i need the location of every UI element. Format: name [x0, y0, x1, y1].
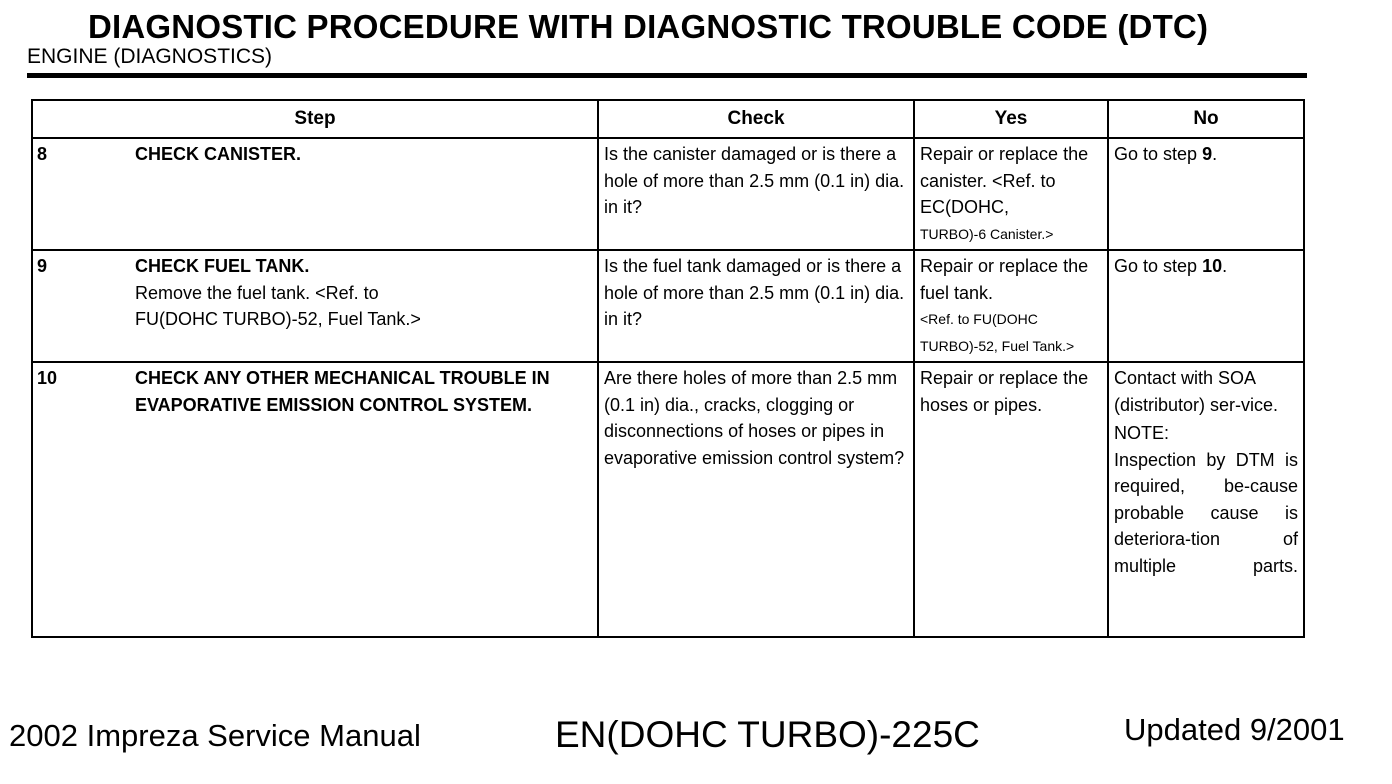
step-title: CHECK FUEL TANK.: [135, 256, 310, 276]
column-header-no: No: [1107, 99, 1305, 139]
yes-action: Repair or replace the canister. <Ref. to EC(DOHC,: [920, 144, 1089, 217]
no-action-suffix: .: [1212, 144, 1218, 164]
yes-action: Repair or replace the fuel tank.: [920, 256, 1089, 303]
yes-cell-9: [913, 249, 1109, 363]
no-cell-8: [1107, 137, 1305, 251]
note-label: NOTE:: [1114, 423, 1170, 443]
step-cell-8: [31, 137, 599, 251]
step-number: 10: [37, 368, 58, 388]
footer-page-code: EN(DOHC TURBO)-225C: [555, 714, 980, 755]
column-header-check: Check: [597, 99, 915, 139]
yes-cell-10: [913, 361, 1109, 638]
step-detail: Remove the fuel tank. <Ref. to FU(DOHC TURBO)-52, Fuel Tank.>: [135, 282, 421, 329]
check-cell-10: [597, 361, 915, 638]
step-title: CHECK ANY OTHER MECHANICAL TROUBLE IN EVAPORATIVE EMISSION CONTROL SYSTEM.: [135, 368, 550, 415]
no-action-prefix: Go to step: [1114, 256, 1203, 276]
check-cell-8: [597, 137, 915, 251]
page-title: DIAGNOSTIC PROCEDURE WITH DIAGNOSTIC TROUBLE CODE (DTC): [88, 8, 1209, 45]
yes-reference: <Ref. to FU(DOHC TURBO)-52, Fuel Tank.>: [920, 311, 1075, 354]
footer-manual-title: 2002 Impreza Service Manual: [9, 718, 421, 753]
header-rule: [27, 73, 1307, 78]
column-header-step: Step: [31, 99, 599, 139]
column-header-yes: Yes: [913, 99, 1109, 139]
step-number: 8: [37, 144, 48, 164]
no-action-prefix: Go to step: [1114, 144, 1203, 164]
no-action-suffix: .: [1222, 256, 1228, 276]
diagnostic-table: [31, 99, 1305, 638]
check-question: Are there holes of more than 2.5 mm (0.1 in) dia., cracks, clogging or disconnections of hoses or pipes in evaporative emission control system?: [604, 368, 905, 468]
step-title: CHECK CANISTER.: [135, 144, 302, 164]
step-cell-10: [31, 361, 599, 638]
no-cell-9: [1107, 249, 1305, 363]
check-cell-9: [597, 249, 915, 363]
no-action-step: 10: [1202, 256, 1223, 276]
yes-cell-8: [913, 137, 1109, 251]
no-action: Contact with SOA (distributor) ser-vice.: [1114, 368, 1279, 415]
check-question: Is the fuel tank damaged or is there a hole of more than 2.5 mm (0.1 in) dia. in it?: [604, 256, 905, 329]
step-cell-9: [31, 249, 599, 363]
no-action-step: 9: [1202, 144, 1213, 164]
section-subtitle: ENGINE (DIAGNOSTICS): [27, 45, 273, 68]
step-number: 9: [37, 256, 48, 276]
yes-action: Repair or replace the hoses or pipes.: [920, 368, 1089, 415]
note-text: Inspection by DTM is required, be-cause probable cause is deteriora-tion of multiple parts.: [1114, 449, 1298, 576]
no-cell-10: [1107, 361, 1305, 638]
yes-reference: TURBO)-6 Canister.>: [920, 225, 1054, 242]
footer-updated: Updated 9/2001: [1124, 712, 1345, 747]
check-question: Is the canister damaged or is there a hole of more than 2.5 mm (0.1 in) dia. in it?: [604, 144, 905, 217]
